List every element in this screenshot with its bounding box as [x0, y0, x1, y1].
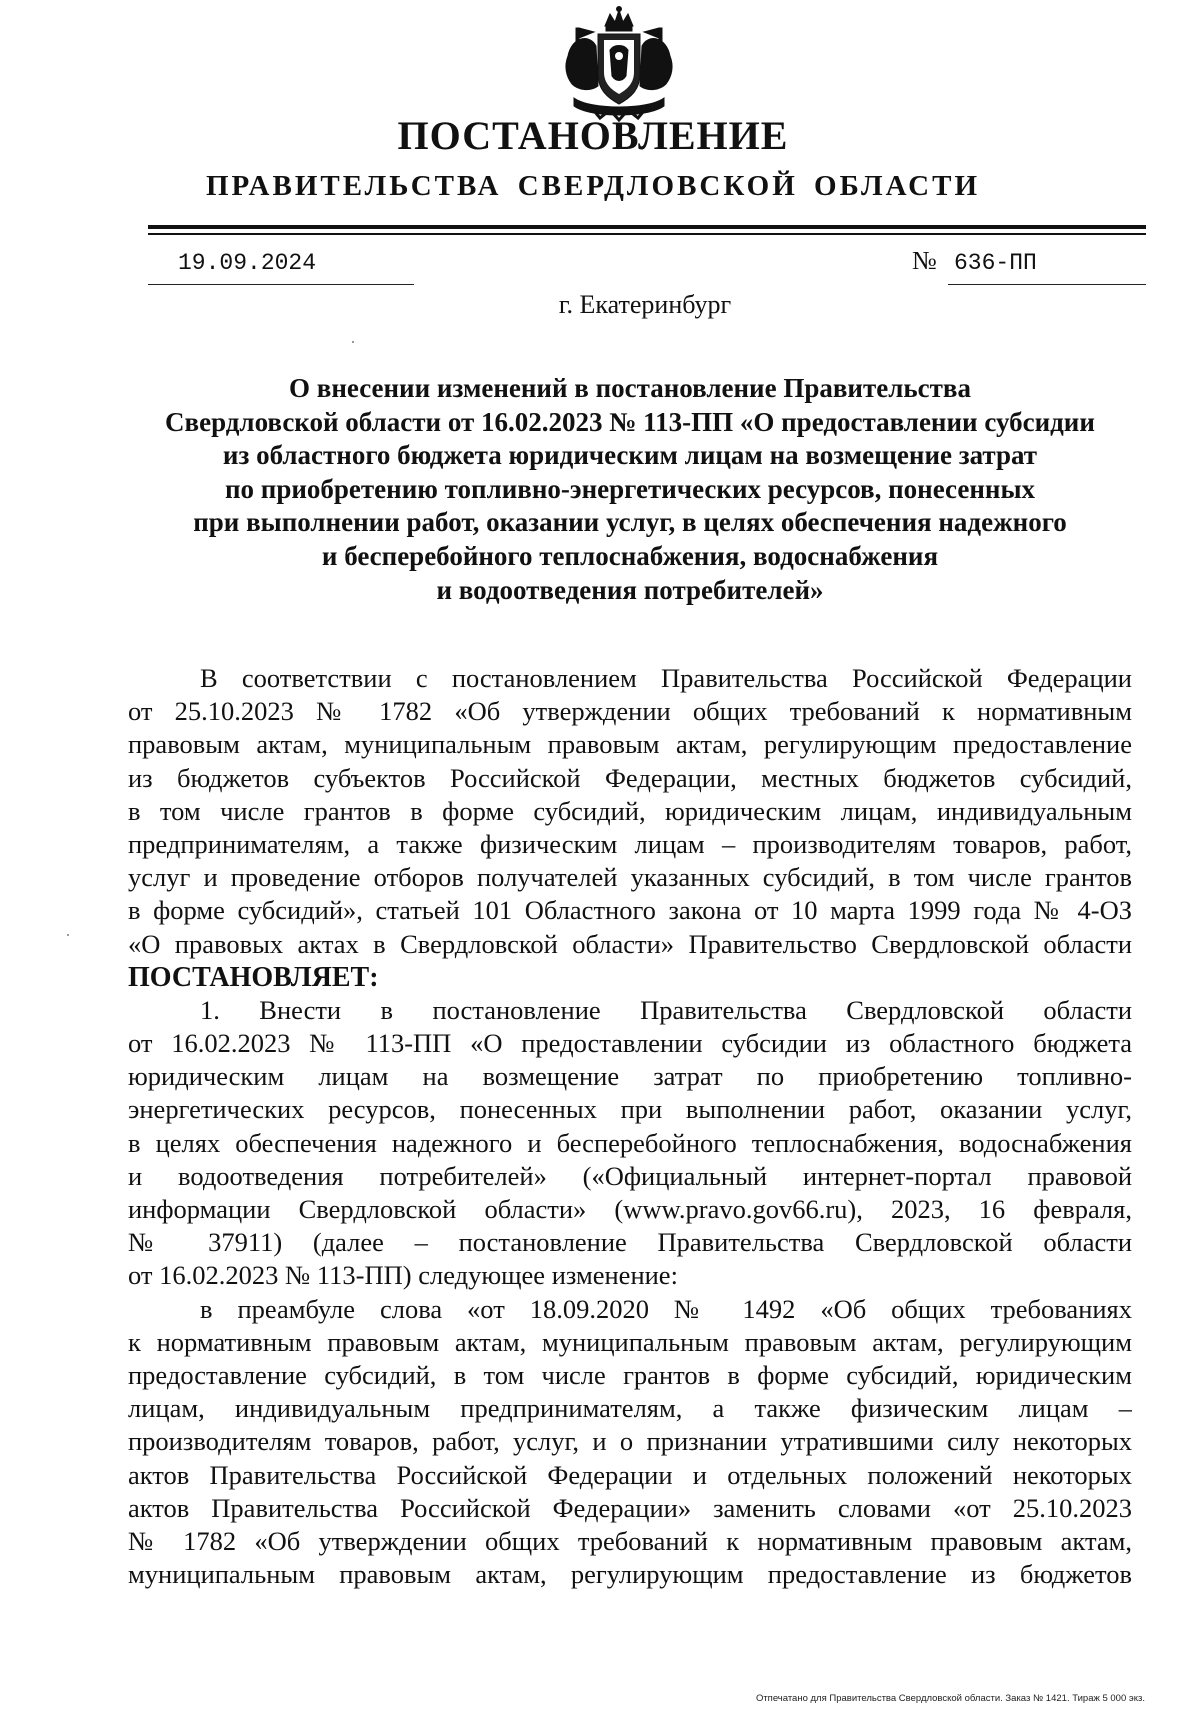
body-line: информации Свердловской области» (www.pravo.gov66.ru), 2023, 16 февраля,	[128, 1194, 1132, 1224]
body-line: № 1782 «Об утверждении общих требований к нормативным правовым актам,	[128, 1525, 1132, 1556]
body-line: муниципальным правовым актам, регулирующим предоставление из бюджетов	[128, 1559, 1132, 1590]
heading-line: и водоотведения потребителей»	[436, 574, 824, 605]
heading-line: при выполнении работ, оказании услуг, в целях обеспечения надежного	[193, 507, 1067, 538]
document-heading	[130, 372, 1130, 607]
body-line: и водоотведения потребителей» («Официальный интернет-портал правовой	[128, 1160, 1132, 1191]
body-line: к нормативным правовым актам, муниципальным правовым актам, регулирующим	[128, 1326, 1132, 1357]
body-line: производителям товаров, работ, услуг, и о признании утратившими силу некоторых	[128, 1426, 1132, 1457]
body-line: предпринимателям, а также физическим лицам – производителям товаров, работ,	[128, 828, 1132, 859]
issuing-authority-title: ПРАВИТЕЛЬСТВА СВЕРДЛОВСКОЙ ОБЛАСТИ	[205, 170, 981, 202]
body-line: энергетических ресурсов, понесенных при выполнении работ, оказании услуг,	[128, 1094, 1132, 1125]
body-line: В соответствии с постановлением Правительства Российской Федерации	[200, 663, 1132, 693]
heading-line: из областного бюджета юридическим лицам на возмещение затрат	[222, 440, 1038, 471]
body-line: юридическим лицам на возмещение затрат по приобретению топливно-	[128, 1061, 1132, 1092]
document-date: 19.09.2024	[178, 250, 317, 276]
body-line: актов Правительства Российской Федерации и отдельных положений некоторых	[128, 1459, 1132, 1490]
number-sign: №	[912, 246, 937, 275]
date-field	[148, 246, 414, 285]
coat-of-arms-emblem	[560, 6, 678, 122]
body-line: от 16.02.2023 № 113-ПП) следующее изменение:	[128, 1260, 678, 1291]
body-line: в преамбуле слова «от 18.09.2020 № 1492 «Об общих требованиях	[200, 1293, 1132, 1324]
body-line: «О правовых актах в Свердловской области» Правительство Свердловской области	[128, 928, 1132, 959]
heading-line: и бесперебойного теплоснабжения, водоснабжения	[321, 540, 939, 571]
body-line: актов Правительства Российской Федерации» заменить словами «от 25.10.2023	[128, 1492, 1132, 1523]
body-line: правовым актам, муниципальным правовым актам, регулирующим предоставление	[128, 729, 1132, 760]
heading-line: Свердловской области от 16.02.2023 № 113-ПП «О предоставлении субсидии	[165, 406, 1095, 437]
document-type-title: ПОСТАНОВЛЕНИЕ	[397, 113, 789, 158]
resolution-keyword: ПОСТАНОВЛЯЕТ:	[128, 961, 379, 993]
print-run-note: Отпечатано для Правительства Свердловской области. Заказ № 1421. Тираж 5 000 экз.	[755, 1693, 1145, 1704]
number-field	[948, 246, 1146, 285]
body-line: в форме субсидий», статьей 101 Областного закона от 10 марта 1999 года № 4-ОЗ	[128, 895, 1132, 926]
heading-line: по приобретению топливно-энергетических ресурсов, понесенных	[224, 473, 1036, 504]
body-line: предоставление субсидий, в том числе грантов в форме субсидий, юридическим	[128, 1359, 1132, 1390]
heading-line: О внесении изменений в постановление Правительства	[289, 373, 971, 403]
body-line: услуг и проведение отборов получателей указанных субсидий, в том числе грантов	[128, 862, 1132, 893]
body-line: 1. Внести в постановление Правительства Свердловской области	[200, 994, 1132, 1025]
header-rule-thick	[148, 225, 1146, 229]
body-line: в целях обеспечения надежного и бесперебойного теплоснабжения, водоснабжения	[128, 1127, 1132, 1158]
body-line: № 37911) (далее – постановление Правительства Свердловской области	[128, 1227, 1132, 1258]
scan-speck-margin	[67, 934, 69, 936]
body-line: от 16.02.2023 № 113-ПП «О предоставлении субсидии из областного бюджета	[128, 1028, 1132, 1059]
document-number: 636-ПП	[954, 250, 1037, 276]
body-line: из бюджетов субъектов Российской Федерации, местных бюджетов субсидий,	[128, 762, 1132, 793]
city-label: г. Екатеринбург	[558, 290, 732, 319]
header-rule-thin	[148, 233, 1146, 235]
body-line: от 25.10.2023 № 1782 «Об утверждении общих требований к нормативным	[128, 696, 1132, 727]
body-line: в том числе грантов в форме субсидий, юридическим лицам, индивидуальным	[128, 795, 1132, 826]
scan-speck	[352, 341, 354, 343]
body-line: лицам, индивидуальным предпринимателям, а также физическим лицам –	[128, 1393, 1132, 1424]
document-body	[128, 662, 1132, 1591]
